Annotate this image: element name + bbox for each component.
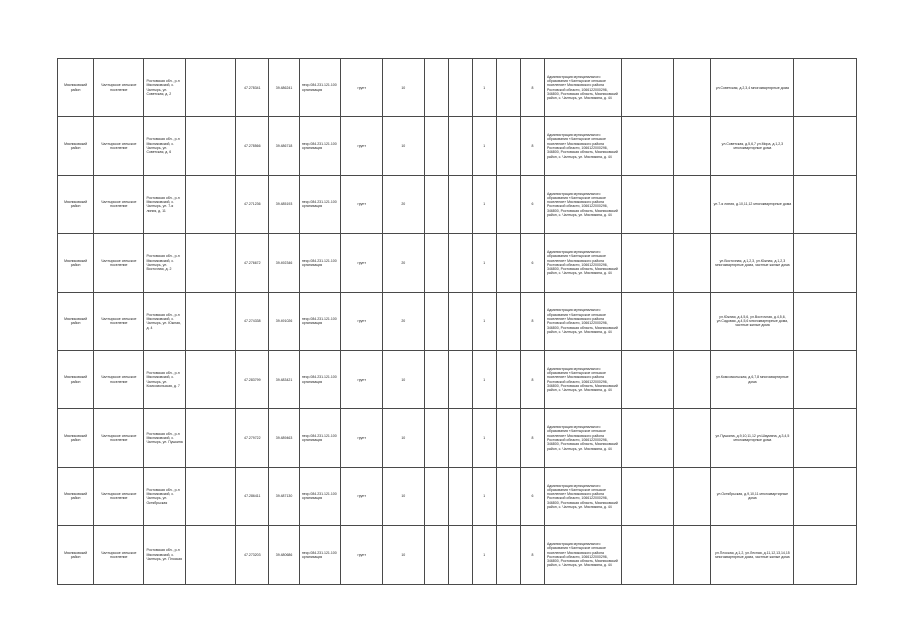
- volume-cell: 8: [520, 409, 544, 467]
- owner-cell: Администрация муниципального образования «Чалтырское сельское поселение» Мясниковского района Ростовской области, 1066122000296, 346800, Ростовская область, Мясниковский район, с. Чалтырь, ул. Мясникяна, д. 44: [544, 350, 621, 408]
- empty-cell: [186, 234, 236, 292]
- count-cell: 1: [472, 292, 496, 350]
- district-cell: Мясниковский район: [58, 292, 94, 350]
- empty-cell: [424, 409, 448, 467]
- empty-cell: [674, 234, 711, 292]
- empty-cell: [621, 350, 674, 408]
- surface-cell: грунт: [341, 350, 383, 408]
- sources-cell: ул.Октябрьская, д.9,10,11 многоквартирные дома: [711, 467, 794, 525]
- address-cell: Ростовская обл., р-н Мясниковский, с. Чалтырь, ул. Южная, д. 4: [144, 292, 186, 350]
- surface-cell: грунт: [341, 175, 383, 233]
- surface-cell: грунт: [341, 292, 383, 350]
- empty-cell: [186, 409, 236, 467]
- volume-cell: 8: [520, 350, 544, 408]
- empty-cell: [621, 409, 674, 467]
- sources-cell: ул.Комсомольская, д.6,7,8 многоквартирные дома: [711, 350, 794, 408]
- empty-cell: [621, 117, 674, 175]
- volume-cell: 6: [520, 467, 544, 525]
- empty-cell: [794, 467, 857, 525]
- address-cell: Ростовская обл., р-н Мясниковский, с. Чалтырь, ул. Комсомольская, д. 7: [144, 350, 186, 408]
- owner-cell: Администрация муниципального образования «Чалтырское сельское поселение» Мясниковского района Ростовской области, 1066122000296, 346800, Ростовская область, Мясниковский район, с. Чалтырь, ул. Мясникяна, д. 44: [544, 467, 621, 525]
- empty-cell: [621, 526, 674, 584]
- empty-cell: [621, 234, 674, 292]
- latitude-cell: 47.273203: [236, 526, 269, 584]
- address-cell: Ростовская обл., р-н Мясниковский, с. Чалтырь, ул. Советская, д. 6: [144, 117, 186, 175]
- empty-cell: [424, 175, 448, 233]
- empty-cell: [794, 292, 857, 350]
- table-row: [58, 59, 857, 117]
- empty-cell: [674, 350, 711, 408]
- volume-cell: 8: [520, 59, 544, 117]
- count-cell: 1: [472, 59, 496, 117]
- cadastre-cell: неср.084.231.121.100 организация: [299, 59, 341, 117]
- empty-cell: [794, 59, 857, 117]
- empty-cell: [674, 117, 711, 175]
- table-row: [58, 175, 857, 233]
- settlement-cell: Чалтырское сельское поселение: [94, 350, 144, 408]
- area-cell: 20: [383, 292, 425, 350]
- empty-cell: [448, 175, 472, 233]
- owner-cell: Администрация муниципального образования «Чалтырское сельское поселение» Мясниковского района Ростовской области, 1066122000296, 346800, Ростовская область, Мясниковский район, с. Чалтырь, ул. Мясникяна, д. 44: [544, 117, 621, 175]
- latitude-cell: 47.278341: [236, 59, 269, 117]
- empty-cell: [496, 292, 520, 350]
- area-cell: 10: [383, 117, 425, 175]
- empty-cell: [794, 409, 857, 467]
- settlement-cell: Чалтырское сельское поселение: [94, 175, 144, 233]
- settlement-cell: Чалтырское сельское поселение: [94, 526, 144, 584]
- latitude-cell: 47.286411: [236, 467, 269, 525]
- cadastre-cell: неср.084.231.121.100 организация: [299, 234, 341, 292]
- settlement-cell: Чалтырское сельское поселение: [94, 409, 144, 467]
- empty-cell: [794, 350, 857, 408]
- empty-cell: [621, 292, 674, 350]
- longitude-cell: 39.483421: [269, 350, 300, 408]
- empty-cell: [186, 350, 236, 408]
- empty-cell: [424, 526, 448, 584]
- empty-cell: [621, 467, 674, 525]
- empty-cell: [424, 350, 448, 408]
- empty-cell: [794, 117, 857, 175]
- empty-cell: [448, 117, 472, 175]
- address-cell: Ростовская обл., р-н Мясниковский, с. Чалтырь, ул. Пушкина: [144, 409, 186, 467]
- surface-cell: грунт: [341, 467, 383, 525]
- empty-cell: [186, 117, 236, 175]
- surface-cell: грунт: [341, 409, 383, 467]
- empty-cell: [674, 292, 711, 350]
- empty-cell: [424, 292, 448, 350]
- longitude-cell: 39.486718: [269, 117, 300, 175]
- latitude-cell: 47.278566: [236, 117, 269, 175]
- sources-cell: ул.Восточная, д.1,2,3, ул.Южная, д.1,2,3 многоквартирные дома, частные жилые дома: [711, 234, 794, 292]
- count-cell: 1: [472, 467, 496, 525]
- settlement-cell: Чалтырское сельское поселение: [94, 467, 144, 525]
- empty-cell: [621, 175, 674, 233]
- empty-cell: [448, 292, 472, 350]
- count-cell: 1: [472, 526, 496, 584]
- longitude-cell: 39.491026: [269, 292, 300, 350]
- owner-cell: Администрация муниципального образования «Чалтырское сельское поселение» Мясниковского района Ростовской области, 1066122000296, 346800, Ростовская область, Мясниковский район, с. Чалтырь, ул. Мясникяна, д. 44: [544, 526, 621, 584]
- latitude-cell: 47.279722: [236, 409, 269, 467]
- empty-cell: [496, 350, 520, 408]
- district-cell: Мясниковский район: [58, 234, 94, 292]
- district-cell: Мясниковский район: [58, 467, 94, 525]
- empty-cell: [674, 409, 711, 467]
- empty-cell: [674, 59, 711, 117]
- empty-cell: [674, 175, 711, 233]
- sources-cell: ул.Южная, д.4,5,6, ул.Восточная, д.4,5,6, ул.Садовая, д.4,5,6 многоквартирные дома, частные жилые дома: [711, 292, 794, 350]
- district-cell: Мясниковский район: [58, 117, 94, 175]
- latitude-cell: 47.276672: [236, 234, 269, 292]
- owner-cell: Администрация муниципального образования «Чалтырское сельское поселение» Мясниковского района Ростовской области, 1066122000296, 346800, Ростовская область, Мясниковский район, с. Чалтырь, ул. Мясникяна, д. 44: [544, 409, 621, 467]
- address-cell: Ростовская обл., р-н Мясниковский, с. Чалтырь, ул. Плоская: [144, 526, 186, 584]
- registry-table: [57, 58, 857, 585]
- empty-cell: [794, 175, 857, 233]
- empty-cell: [424, 234, 448, 292]
- settlement-cell: Чалтырское сельское поселение: [94, 234, 144, 292]
- empty-cell: [496, 59, 520, 117]
- cadastre-cell: неср.084.231.121.100 организация: [299, 175, 341, 233]
- area-cell: 10: [383, 526, 425, 584]
- volume-cell: 8: [520, 292, 544, 350]
- count-cell: 1: [472, 234, 496, 292]
- district-cell: Мясниковский район: [58, 526, 94, 584]
- district-cell: Мясниковский район: [58, 409, 94, 467]
- cadastre-cell: неср.084.231.121.100 организация: [299, 292, 341, 350]
- latitude-cell: 47.271236: [236, 175, 269, 233]
- table-row: [58, 409, 857, 467]
- area-cell: 10: [383, 467, 425, 525]
- empty-cell: [496, 175, 520, 233]
- table-row: [58, 117, 857, 175]
- cadastre-cell: неср.084.231.121.100 организация: [299, 350, 341, 408]
- volume-cell: 8: [520, 526, 544, 584]
- volume-cell: 8: [520, 117, 544, 175]
- surface-cell: грунт: [341, 117, 383, 175]
- empty-cell: [186, 526, 236, 584]
- cadastre-cell: неср.084.231.121.100 организация: [299, 467, 341, 525]
- longitude-cell: 39.487130: [269, 467, 300, 525]
- empty-cell: [424, 467, 448, 525]
- owner-cell: Администрация муниципального образования «Чалтырское сельское поселение» Мясниковского района Ростовской области, 1066122000296, 346800, Ростовская область, Мясниковский район, с. Чалтырь, ул. Мясникяна, д. 44: [544, 234, 621, 292]
- volume-cell: 6: [520, 234, 544, 292]
- area-cell: 10: [383, 350, 425, 408]
- cadastre-cell: неср.084.231.121.100 организация: [299, 526, 341, 584]
- empty-cell: [496, 409, 520, 467]
- settlement-cell: Чалтырское сельское поселение: [94, 117, 144, 175]
- longitude-cell: 39.480686: [269, 526, 300, 584]
- cadastre-cell: неср.084.231.121.100 организация: [299, 117, 341, 175]
- count-cell: 1: [472, 175, 496, 233]
- district-cell: Мясниковский район: [58, 59, 94, 117]
- area-cell: 10: [383, 409, 425, 467]
- empty-cell: [448, 59, 472, 117]
- owner-cell: Администрация муниципального образования «Чалтырское сельское поселение» Мясниковского района Ростовской области, 1066122000296, 346800, Ростовская область, Мясниковский район, с. Чалтырь, ул. Мясникяна, д. 44: [544, 59, 621, 117]
- empty-cell: [424, 59, 448, 117]
- surface-cell: грунт: [341, 234, 383, 292]
- empty-cell: [621, 59, 674, 117]
- empty-cell: [448, 350, 472, 408]
- empty-cell: [448, 526, 472, 584]
- empty-cell: [674, 467, 711, 525]
- volume-cell: 6: [520, 175, 544, 233]
- empty-cell: [448, 467, 472, 525]
- empty-cell: [496, 234, 520, 292]
- empty-cell: [448, 234, 472, 292]
- empty-cell: [448, 409, 472, 467]
- empty-cell: [496, 526, 520, 584]
- empty-cell: [496, 467, 520, 525]
- sources-cell: ул.Пушкина, д.9,10,11,12 ул.Шаумяна, д.3,4,5 многоквартирные дома: [711, 409, 794, 467]
- empty-cell: [794, 234, 857, 292]
- count-cell: 1: [472, 350, 496, 408]
- sources-cell: ул.Советская, д.5,6,7 ул.Мира, д.1,2,3 многоквартирные дома: [711, 117, 794, 175]
- empty-cell: [496, 117, 520, 175]
- area-cell: 10: [383, 59, 425, 117]
- sources-cell: ул.Советская, д.2,3,4 многоквартирные дома: [711, 59, 794, 117]
- district-cell: Мясниковский район: [58, 350, 94, 408]
- owner-cell: Администрация муниципального образования «Чалтырское сельское поселение» Мясниковского района Ростовской области, 1066122000296, 346800, Ростовская область, Мясниковский район, с. Чалтырь, ул. Мясникяна, д. 44: [544, 175, 621, 233]
- empty-cell: [424, 117, 448, 175]
- latitude-cell: 47.274338: [236, 292, 269, 350]
- address-cell: Ростовская обл., р-н Мясниковский, с. Чалтырь, ул. Октябрьская: [144, 467, 186, 525]
- area-cell: 20: [383, 234, 425, 292]
- empty-cell: [674, 526, 711, 584]
- settlement-cell: Чалтырское сельское поселение: [94, 292, 144, 350]
- empty-cell: [186, 175, 236, 233]
- address-cell: Ростовская обл., р-н Мясниковский, с. Чалтырь, ул. Советская, д. 2: [144, 59, 186, 117]
- empty-cell: [794, 526, 857, 584]
- empty-cell: [186, 467, 236, 525]
- longitude-cell: 39.486241: [269, 59, 300, 117]
- address-cell: Ростовская обл., р-н Мясниковский, с. Чалтырь, ул. 7-я линия, д. 11: [144, 175, 186, 233]
- district-cell: Мясниковский район: [58, 175, 94, 233]
- latitude-cell: 47.283799: [236, 350, 269, 408]
- table-row: [58, 234, 857, 292]
- count-cell: 1: [472, 409, 496, 467]
- registry-body: [58, 59, 857, 585]
- owner-cell: Администрация муниципального образования «Чалтырское сельское поселение» Мясниковского района Ростовской области, 1066122000296, 346800, Ростовская область, Мясниковский район, с. Чалтырь, ул. Мясникяна, д. 44: [544, 292, 621, 350]
- table-row: [58, 526, 857, 584]
- settlement-cell: Чалтырское сельское поселение: [94, 59, 144, 117]
- sources-cell: ул.7-я линия, д.10,11,12 многоквартирные дома: [711, 175, 794, 233]
- area-cell: 20: [383, 175, 425, 233]
- sources-cell: ул.Плоская, д.1,2, ул.Лесная, д.11,12,13,14,15 многоквартирные дома, частные жилые дома: [711, 526, 794, 584]
- empty-cell: [186, 292, 236, 350]
- cadastre-cell: неср.084.231.121.100 организация: [299, 409, 341, 467]
- table-row: [58, 467, 857, 525]
- longitude-cell: 39.485193: [269, 175, 300, 233]
- longitude-cell: 39.492346: [269, 234, 300, 292]
- address-cell: Ростовская обл., р-н Мясниковский, с. Чалтырь, ул. Восточная, д. 2: [144, 234, 186, 292]
- surface-cell: грунт: [341, 59, 383, 117]
- table-row: [58, 350, 857, 408]
- longitude-cell: 39.489463: [269, 409, 300, 467]
- empty-cell: [186, 59, 236, 117]
- count-cell: 1: [472, 117, 496, 175]
- surface-cell: грунт: [341, 526, 383, 584]
- table-row: [58, 292, 857, 350]
